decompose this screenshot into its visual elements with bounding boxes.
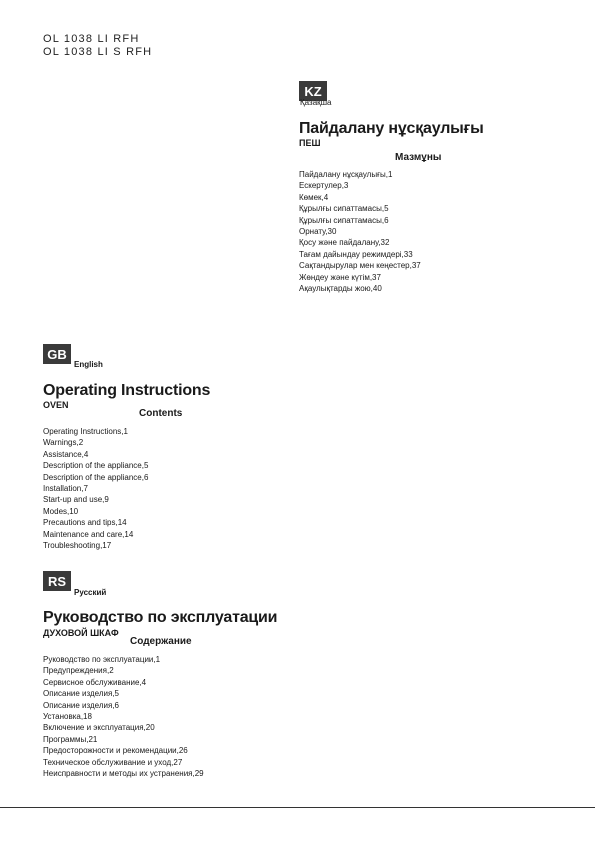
toc-item[interactable]: Warnings,2: [43, 438, 84, 448]
section-subtitle: OVEN: [43, 400, 69, 410]
toc-item[interactable]: Operating Instructions,1: [43, 427, 128, 436]
toc-item[interactable]: Assistance,4: [43, 449, 89, 459]
section-subtitle: ПЕШ: [299, 138, 321, 148]
toc-item[interactable]: Troubleshooting,17: [43, 541, 112, 551]
toc-item[interactable]: Start-up and use,9: [43, 495, 109, 505]
contents-heading: Содержание: [130, 636, 192, 647]
toc-item[interactable]: Ескертулер,3: [299, 181, 349, 191]
section-title: Руководство по эксплуатации: [43, 609, 278, 626]
toc-item[interactable]: Установка,18: [43, 712, 92, 722]
language-name: Русский: [74, 588, 107, 597]
toc-item[interactable]: Құрылғы сипаттамасы,6: [299, 215, 389, 225]
toc-item[interactable]: Описание изделия,5: [43, 689, 119, 699]
toc-item[interactable]: Сервисное обслуживание,4: [43, 677, 147, 687]
toc-item[interactable]: Қосу және пайдалану,32: [299, 238, 390, 248]
model-number: OL 1038 LI RFH: [43, 33, 140, 45]
model-numbers: [43, 33, 152, 59]
toc-item[interactable]: Программы,21: [43, 734, 98, 744]
toc-item[interactable]: Installation,7: [43, 484, 88, 494]
toc-item[interactable]: Предупреждения,2: [43, 666, 114, 676]
section-title: Operating Instructions: [43, 382, 211, 399]
contents-heading: Мазмұны: [395, 152, 442, 163]
language-badge-gb: GB: [43, 344, 71, 364]
toc-item[interactable]: Предосторожности и рекомендации,26: [43, 746, 188, 756]
section-subtitle: ДУХОВОЙ ШКАФ: [43, 628, 119, 638]
contents-heading: Contents: [139, 408, 183, 419]
toc-item[interactable]: Modes,10: [43, 506, 79, 516]
language-badge-rs: RS: [43, 571, 71, 591]
toc-item[interactable]: Ақаулықтарды жою,40: [299, 284, 382, 294]
toc-item[interactable]: Техническое обслуживание и уход,27: [43, 757, 183, 767]
toc-item[interactable]: Description of the appliance,5: [43, 461, 149, 471]
footer-divider: [0, 807, 595, 808]
table-of-contents: [299, 169, 421, 294]
toc-item[interactable]: Включение и эксплуатация,20: [43, 723, 155, 733]
toc-item[interactable]: Maintenance and care,14: [43, 529, 134, 539]
toc-item[interactable]: Жөндеу және күтім,37: [299, 272, 381, 282]
language-name: Қазақша: [300, 98, 332, 107]
toc-item[interactable]: Көмек,4: [299, 192, 329, 202]
section-title: Пайдалану нұсқаулығы: [299, 120, 484, 137]
toc-item[interactable]: Тағам дайындау режимдері,33: [299, 249, 413, 259]
table-of-contents: [43, 654, 204, 779]
language-badge-kz: KZ: [299, 81, 327, 101]
toc-item[interactable]: Описание изделия,6: [43, 700, 119, 710]
toc-item[interactable]: Құрылғы сипаттамасы,5: [299, 204, 389, 214]
language-name: English: [74, 360, 103, 369]
toc-item[interactable]: Неисправности и методы их устранения,29: [43, 769, 204, 779]
model-number: OL 1038 LI S RFH: [43, 46, 153, 58]
toc-item[interactable]: Precautions and tips,14: [43, 518, 127, 528]
toc-item[interactable]: Сақтандырулар мен кеңестер,37: [299, 261, 421, 271]
toc-item[interactable]: Руководство по эксплуатации,1: [43, 655, 161, 664]
toc-item[interactable]: Орнату,30: [299, 227, 337, 237]
table-of-contents: [43, 426, 148, 551]
toc-item[interactable]: Пайдалану нұсқаулығы,1: [299, 170, 393, 179]
toc-item[interactable]: Description of the appliance,6: [43, 472, 149, 482]
